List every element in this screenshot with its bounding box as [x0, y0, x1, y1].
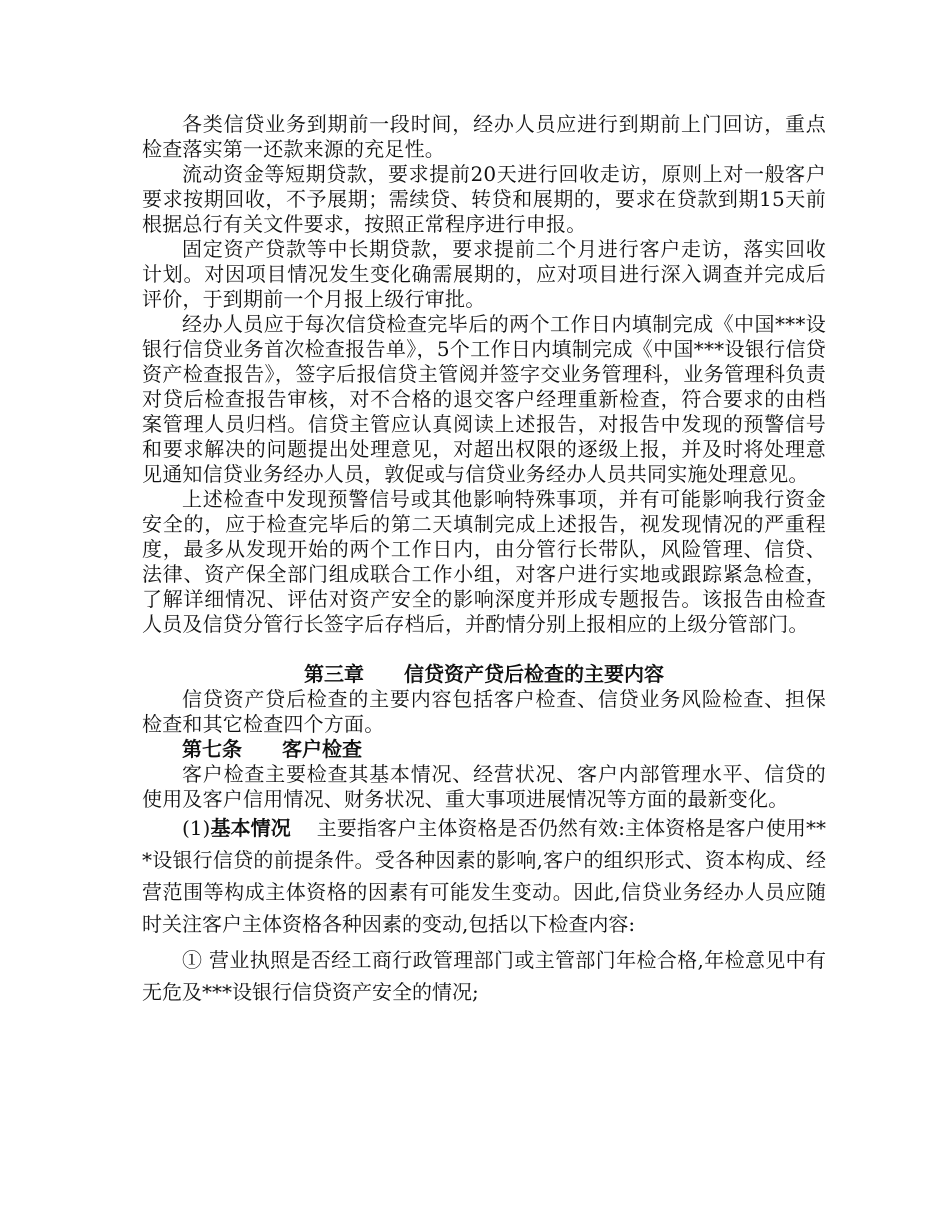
article-heading [142, 737, 826, 762]
chapter-number: 第三章 [304, 662, 364, 686]
basic-info-heading: 基本情况 [210, 816, 291, 840]
paragraph-1: 各类信贷业务到期前一段时间，经办人员应进行到期前上门回访，重点检查落实第一还款来源的充足性。 [142, 112, 826, 161]
article-intro: 客户检查主要检查其基本情况、经营状况、客户内部管理水平、信贷的使用及客户信用情况、财务状况、重大事项进展情况等方面的最新变化。 [142, 762, 826, 811]
paragraph-5: 上述检查中发现预警信号或其他影响特殊事项，并有可能影响我行资金安全的，应于检查完毕后的第二天填制完成上述报告，视发现情况的严重程度，最多从发现开始的两个工作日内，由分管行长带队，风险管理、信贷、法律、资产保全部门组成联合工作小组，对客户进行实地或跟踪紧急检查，了解详细情况、评估对资产安全的影响深度并形成专题报告。该报告由检查人员及信贷分管行长签字后存档后，并酌情分别上报相应的上级分管部门。 [142, 487, 826, 636]
chapter-title: 信贷资产贷后检查的主要内容 [404, 662, 664, 686]
check-item-1: ① 营业执照是否经工商行政管理部门或主管部门年检合格,年检意见中有无危及***设银行信贷资产安全的情况; [142, 948, 826, 1004]
article-title: 客户检查 [282, 737, 362, 761]
basic-info-prefix: (1) [182, 816, 211, 840]
basic-info-body: 主要指客户主体资格是否仍然有效:主体资格是客户使用***设银行信贷的前提条件。受各种因素的影响,客户的组织形式、资本构成、经营范围等构成主体资格的因素有可能发生变动。因此,信贷业务经办人员应随时关注客户主体资格各种因素的变动,包括以下检查内容: [142, 816, 826, 936]
section-gap [142, 637, 826, 662]
paragraph-4: 经办人员应于每次信贷检查完毕后的两个工作日内填制完成《中国***设银行信贷业务首次检查报告单》，5个工作日内填制完成《中国***设银行信贷资产检查报告》，签字后报信贷主管阅并签字交业务管理科，业务管理科负责对贷后检查报告审核，对不合格的退交客户经理重新检查，符合要求的由档案管理人员归档。信贷主管应认真阅读上述报告，对报告中发现的预警信号和要求解决的问题提出处理意见，对超出权限的逐级上报，并及时将处理意见通知信贷业务经办人员，敦促或与信贷业务经办人员共同实施处理意见。 [142, 312, 826, 486]
basic-info-paragraph [142, 812, 826, 940]
document-page [142, 112, 826, 1008]
chapter-intro: 信贷资产贷后检查的主要内容包括客户检查、信贷业务风险检查、担保检查和其它检查四个方面。 [142, 687, 826, 736]
paragraph-3: 固定资产贷款等中长期贷款，要求提前二个月进行客户走访，落实回收计划。对因项目情况发生变化确需展期的，应对项目进行深入调查并完成后评价，于到期前一个月报上级行审批。 [142, 237, 826, 311]
article-number: 第七条 [182, 737, 242, 761]
paragraph-2: 流动资金等短期贷款，要求提前20天进行回收走访，原则上对一般客户要求按期回收，不予展期；需续贷、转贷和展期的，要求在贷款到期15天前根据总行有关文件要求，按照正常程序进行申报。 [142, 162, 826, 236]
chapter-heading [142, 662, 826, 687]
